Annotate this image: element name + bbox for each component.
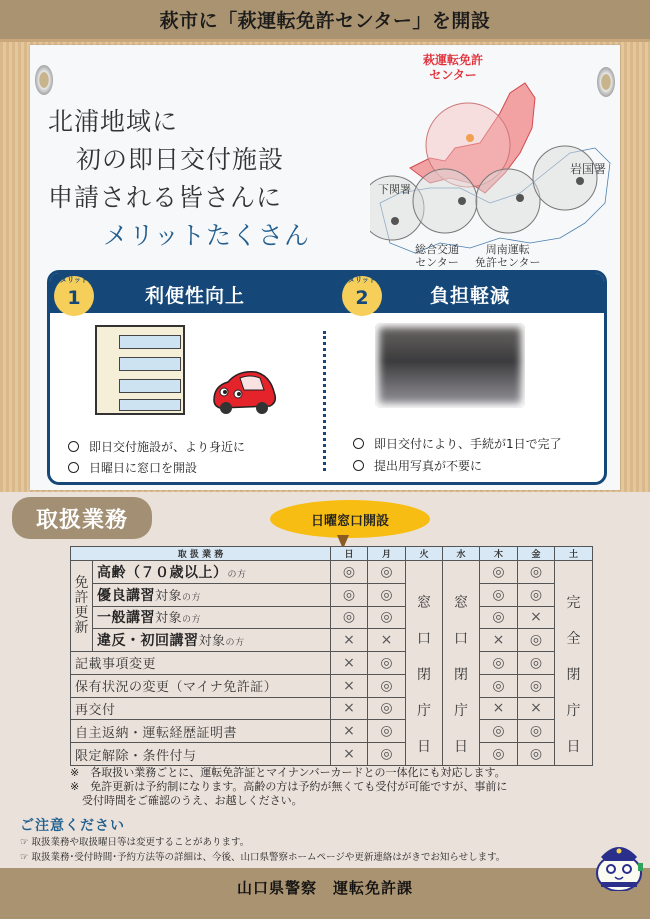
wed-closed-text: 窓口閉庁日 [454,595,468,755]
task-cell: 限定解除・条件付与 [71,743,331,766]
mark-fri: ◎ [518,583,555,606]
header-task: 取 扱 業 務 [71,547,331,561]
circle-bullet-icon [68,462,79,473]
headline-line-4: メリットたくさん [103,221,311,250]
circle-bullet-icon [353,438,364,449]
merit-1-bullet-2-text: 日曜日に窓口を開設 [89,461,198,475]
task-normal: 対象 [155,588,183,604]
merit-1-badge [54,276,94,316]
merits-header [50,273,604,313]
merits-box [47,270,607,485]
note-2: ※ 免許更新は予約制になります。高齢の方は予約が無くても受付が可能ですが、事前に [70,780,508,793]
merit-1-bullet-1-text: 即日交付施設が、より身近に [89,440,246,454]
task-cell [93,561,331,584]
merit-2-bullet-1-text: 即日交付により、手続が1日で完了 [374,437,562,451]
merit-2-number: 2 [355,287,369,309]
counter-photo [375,323,525,408]
mark-sun: ◎ [331,606,368,629]
mark-mon: ◎ [368,674,406,697]
task-bold: 一般講習 [97,610,155,627]
map-label-sogo-line-1: 総合交通 [415,243,459,256]
header-day-sun: 日 [331,547,368,561]
task-cell: 保有状況の変更（マイナ免許証） [71,674,331,697]
header-day-sat: 土 [555,547,593,561]
mark-thu: ◎ [480,674,518,697]
schedule-header-row [71,547,593,561]
top-banner [0,0,650,42]
circle-bullet-icon [68,441,79,452]
map-label-shunan-line-1: 周南運転 [485,243,530,256]
mark-sun: ◎ [331,583,368,606]
task-bold: 優良講習 [97,587,155,604]
banner-title: 萩市に「萩運転免許センター」を開設 [159,10,491,32]
map-label-iwakuni: 岩国署 [570,162,607,176]
wed-closed-cell [443,561,480,766]
mark-mon: × [368,629,406,652]
table-row [71,561,593,584]
merit-2-badge [342,276,382,316]
notice-paper [30,45,620,490]
grommet-icon [35,65,53,95]
mark-mon: ◎ [368,720,406,743]
renewal-group-label: 免許更新 [71,561,93,652]
caution-title: ご注意ください [20,818,125,834]
task-cell [93,583,331,606]
merit-1-caption: メリット [60,276,88,284]
mark-fri: ◎ [518,652,555,675]
mark-sun: × [331,629,368,652]
task-bold: 違反・初回講習 [97,633,199,650]
mark-thu: ◎ [480,583,518,606]
note-1: ※ 各取扱い業務ごとに、運転免許証とマイナンバーカードとの一体化にも対応します。 [70,766,506,779]
map-label-sogo-center [415,243,459,269]
task-cell: 記載事項変更 [71,652,331,675]
sunday-callout: 日曜窓口開設 [270,500,430,538]
mark-thu: × [480,697,518,720]
caution-list [20,835,505,865]
task-cell: 再交付 [71,697,331,720]
mark-sun: × [331,652,368,675]
task-normal: 対象 [155,611,183,627]
mark-fri: × [518,606,555,629]
circle-bullet-icon [353,460,364,471]
task-bold: 高齢（７０歳以上） [97,564,228,581]
mark-sun: × [331,674,368,697]
tue-closed-text: 窓口閉庁日 [417,595,431,755]
map-label-hagi-line-1: 萩運転免許 [422,53,483,67]
task-small: の方 [227,569,247,580]
mark-thu: ◎ [480,561,518,584]
car-illustration [210,368,280,416]
merit-2-title: 負担軽減 [430,285,511,307]
schedule-table [70,546,593,766]
mark-thu: ◎ [480,652,518,675]
map-label-shunan-center [475,243,541,269]
table-row [71,583,593,606]
mark-mon: ◎ [368,583,406,606]
mark-mon: ◎ [368,561,406,584]
sat-closed-text: 完全閉庁日 [566,595,581,755]
task-cell [93,606,331,629]
footer-org: 山口県警察 運転免許課 [236,879,413,897]
mark-sun: × [331,743,368,766]
task-small: の方 [182,615,202,626]
mark-fri: ◎ [518,674,555,697]
table-row [71,652,593,675]
merit-2-caption: メリット [348,276,376,284]
table-row [71,674,593,697]
caution-item-2: ☞ 取扱業務･受付時間･予約方法等の詳細は、今後、山口県警察ホームページや更新連絡はがきでお知らせします。 [20,852,506,863]
tue-closed-cell [406,561,443,766]
merit-2-bullet-2-text: 提出用写真が不要に [374,459,483,473]
mark-thu: ◎ [480,606,518,629]
header-day-thu: 木 [480,547,518,561]
header-day-tue: 火 [406,547,443,561]
caution-item-1: ☞ 取扱業務や取扱曜日等は変更することがあります。 [20,837,250,848]
mark-fri: ◎ [518,629,555,652]
footer-bar [0,868,650,919]
table-row [71,743,593,766]
table-row [71,697,593,720]
merit-2-bullet-2 [353,457,482,474]
police-mascot-icon [593,835,645,891]
map-label-shunan-line-2: 免許センター [475,256,541,269]
header-day-wed: 水 [443,547,480,561]
header-day-mon: 月 [368,547,406,561]
task-small: の方 [182,592,202,603]
headline [48,103,310,255]
section-title-pill: 取扱業務 [12,497,152,539]
map-label-sogo-line-2: センター [415,256,459,269]
merit-1-bullet-2 [68,459,197,476]
merit-1-number: 1 [67,287,81,309]
mark-sun: × [331,720,368,743]
mark-sun: × [331,697,368,720]
note-2-continued: 受付時間をご確認のうえ、お越しください。 [82,794,303,807]
task-cell [93,629,331,652]
merit-divider [323,331,326,471]
mark-mon: ◎ [368,606,406,629]
map-label-shimonoseki: 下関署 [378,183,411,196]
merit-2-bullet-1 [353,435,562,452]
task-normal: 対象 [198,634,226,650]
task-cell: 自主返納・運転経歴証明書 [71,720,331,743]
mark-mon: ◎ [368,743,406,766]
table-row [71,629,593,652]
mark-thu: ◎ [480,743,518,766]
headline-line-3: 申請される皆さんに [48,183,283,212]
table-row [71,720,593,743]
table-row [71,606,593,629]
notes [70,766,507,808]
mark-fri: ◎ [518,720,555,743]
mark-mon: ◎ [368,697,406,720]
headline-line-1: 北浦地域に [48,107,179,136]
mark-fri: ◎ [518,743,555,766]
headline-line-2: 初の即日交付施設 [76,145,285,174]
map-label-hagi-center [403,53,503,83]
merit-1-title: 利便性向上 [145,285,246,307]
mark-fri: × [518,697,555,720]
mark-thu: × [480,629,518,652]
mark-fri: ◎ [518,561,555,584]
map-label-hagi-line-2: センター [429,68,477,82]
header-day-fri: 金 [518,547,555,561]
sat-closed-cell [555,561,593,766]
task-small: の方 [225,638,245,649]
building-illustration [95,325,185,415]
mark-mon: ◎ [368,652,406,675]
merit-1-bullet-1 [68,438,245,455]
mark-thu: ◎ [480,720,518,743]
mark-sun: ◎ [331,561,368,584]
